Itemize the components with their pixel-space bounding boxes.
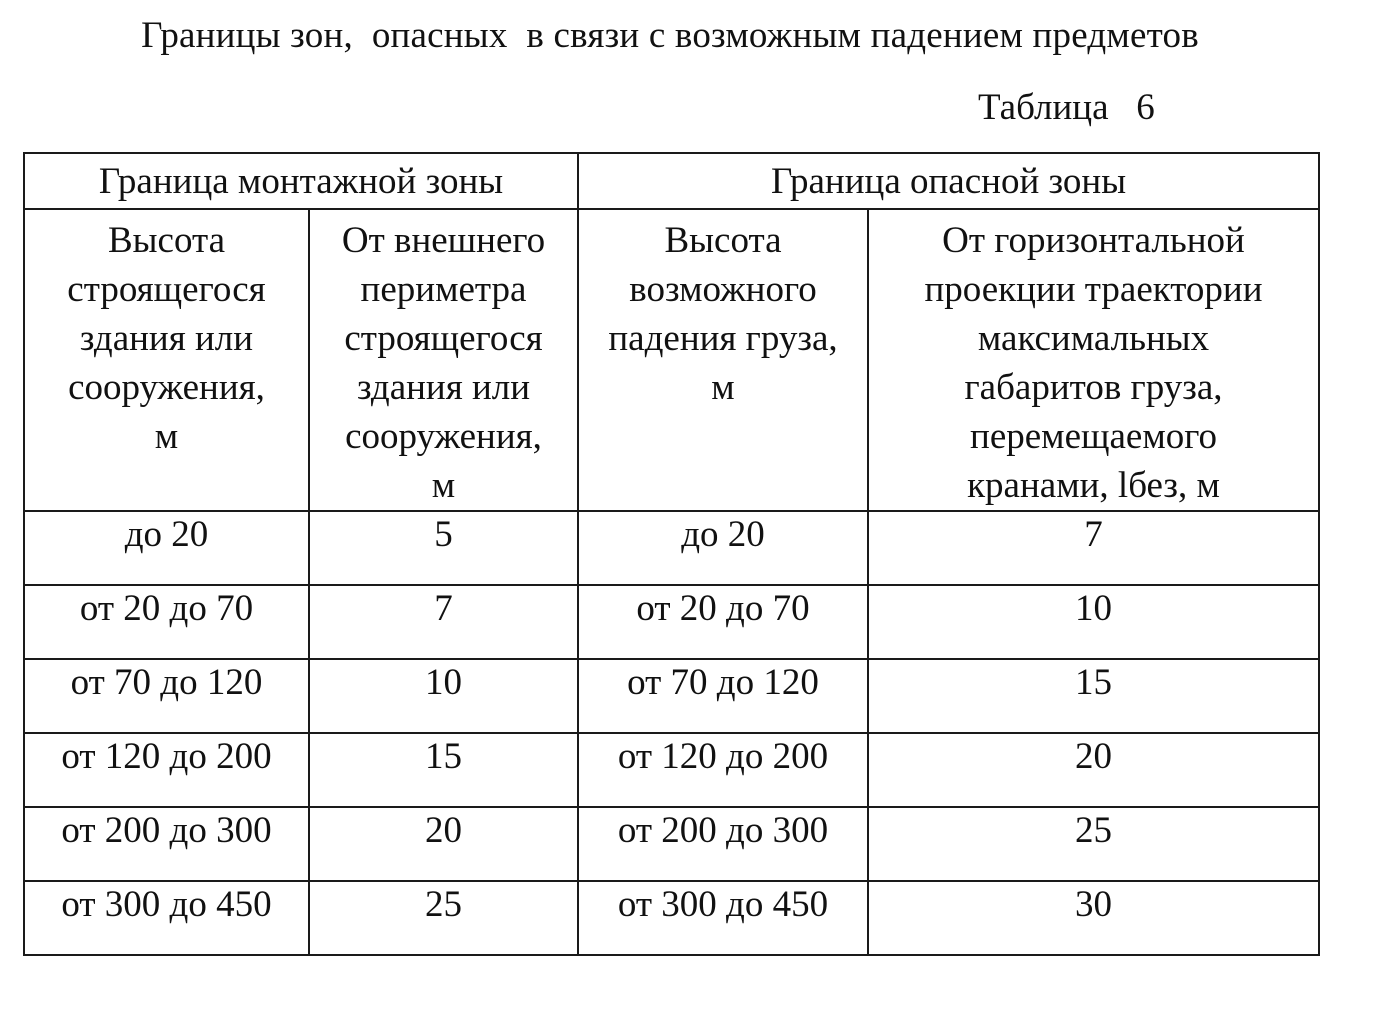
column-header-trajectory-distance bbox=[868, 209, 1319, 511]
table-cell: от 200 до 300 bbox=[24, 807, 309, 881]
table-row bbox=[24, 807, 1319, 881]
table-cell: 25 bbox=[309, 881, 578, 955]
table-cell: 15 bbox=[868, 659, 1319, 733]
column-header-text: Высота строящегося здания или сооружения, м bbox=[67, 220, 266, 457]
hazard-zones-table bbox=[23, 152, 1320, 956]
table-cell: 25 bbox=[868, 807, 1319, 881]
table-cell: 7 bbox=[309, 585, 578, 659]
column-header-text: От горизонтальной проекции траектории максимальных габаритов груза, перемещаемого кранами, lбез, м bbox=[924, 220, 1263, 506]
table-row bbox=[24, 733, 1319, 807]
table-cell: до 20 bbox=[578, 511, 868, 585]
table-row bbox=[24, 511, 1319, 585]
table-cell: 30 bbox=[868, 881, 1319, 955]
column-header-building-height bbox=[24, 209, 309, 511]
column-header-row bbox=[24, 209, 1319, 511]
column-header-perimeter-distance bbox=[309, 209, 578, 511]
table-cell: от 20 до 70 bbox=[578, 585, 868, 659]
table-cell: от 70 до 120 bbox=[24, 659, 309, 733]
table-cell: от 120 до 200 bbox=[24, 733, 309, 807]
table-cell: 10 bbox=[868, 585, 1319, 659]
table-number-label: Таблица 6 bbox=[978, 87, 1155, 128]
table-cell: от 120 до 200 bbox=[578, 733, 868, 807]
table-cell: до 20 bbox=[24, 511, 309, 585]
group-header-row bbox=[24, 153, 1319, 209]
document-title: Границы зон, опасных в связи с возможным падением предметов bbox=[141, 15, 1199, 56]
table-cell: 10 bbox=[309, 659, 578, 733]
column-header-fall-height bbox=[578, 209, 868, 511]
column-header-text: Высота возможного падения груза, м bbox=[608, 220, 838, 408]
table-cell: от 300 до 450 bbox=[578, 881, 868, 955]
table-row bbox=[24, 659, 1319, 733]
table-cell: 20 bbox=[309, 807, 578, 881]
table-cell: от 300 до 450 bbox=[24, 881, 309, 955]
table-cell: от 200 до 300 bbox=[578, 807, 868, 881]
group-header-hazard-zone: Граница опасной зоны bbox=[578, 153, 1319, 209]
group-header-mounting-zone: Граница монтажной зоны bbox=[24, 153, 578, 209]
table-cell: от 70 до 120 bbox=[578, 659, 868, 733]
table-cell: 5 bbox=[309, 511, 578, 585]
table-cell: от 20 до 70 bbox=[24, 585, 309, 659]
table-cell: 7 bbox=[868, 511, 1319, 585]
column-header-text: От внешнего периметра строящегося здания или сооружения, м bbox=[341, 220, 546, 506]
table-row bbox=[24, 881, 1319, 955]
table-cell: 20 bbox=[868, 733, 1319, 807]
table-row bbox=[24, 585, 1319, 659]
table-cell: 15 bbox=[309, 733, 578, 807]
